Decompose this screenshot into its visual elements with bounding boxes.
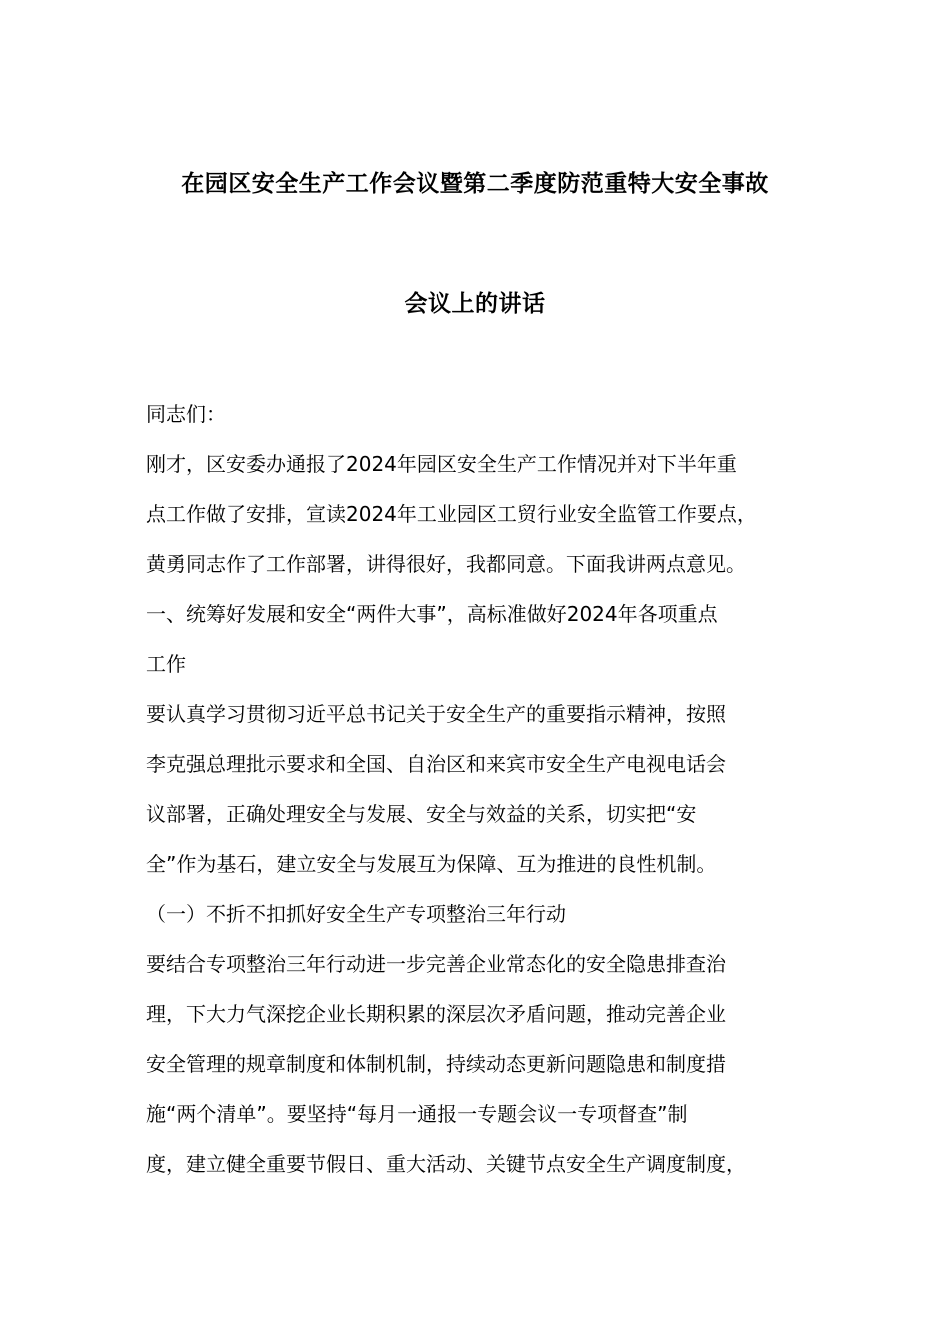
body-line: 施“两个清单”。要坚持“每月一通报一专题会议一专项督查”制: [146, 1102, 688, 1126]
body-line: 同志们：: [146, 402, 226, 426]
body-line: 刚才，区安委办通报了2024年园区安全生产工作情况并对下半年重: [146, 452, 737, 476]
body-line: 度，建立健全重要节假日、重大活动、关键节点安全生产调度制度，: [146, 1152, 746, 1176]
document-title-line-2: 会议上的讲话: [404, 291, 546, 317]
document-title-line-1: 在园区安全生产工作会议暨第二季度防范重特大安全事故: [181, 171, 769, 197]
body-line: 议部署，正确处理安全与发展、安全与效益的关系，切实把“安: [146, 802, 697, 826]
body-line: 李克强总理批示要求和全国、自治区和来宾市安全生产电视电话会: [146, 752, 726, 776]
body-line: 理，下大力气深挖企业长期积累的深层次矛盾问题，推动完善企业: [146, 1002, 726, 1026]
body-line: 点工作做了安排，宣读2024年工业园区工贸行业安全监管工作要点，: [146, 502, 757, 526]
subsection-heading-line: （一）不折不扣抓好安全生产专项整治三年行动: [146, 902, 566, 926]
body-line: 要结合专项整治三年行动进一步完善企业常态化的安全隐患排查治: [146, 952, 726, 976]
body-line: 要认真学习贯彻习近平总书记关于安全生产的重要指示精神，按照: [146, 702, 726, 726]
body-line: 安全管理的规章制度和体制机制，持续动态更新问题隐患和制度措: [146, 1052, 726, 1076]
body-line: 全”作为基石，建立安全与发展互为保障、互为推进的良性机制。: [146, 852, 717, 876]
document-body: [146, 389, 816, 1189]
body-line: 黄勇同志作了工作部署，讲得很好，我都同意。下面我讲两点意见。: [146, 552, 746, 576]
section-heading-line: 工作: [146, 652, 186, 676]
section-heading-line: 一、统筹好发展和安全“两件大事”，高标准做好2024年各项重点: [146, 602, 718, 626]
